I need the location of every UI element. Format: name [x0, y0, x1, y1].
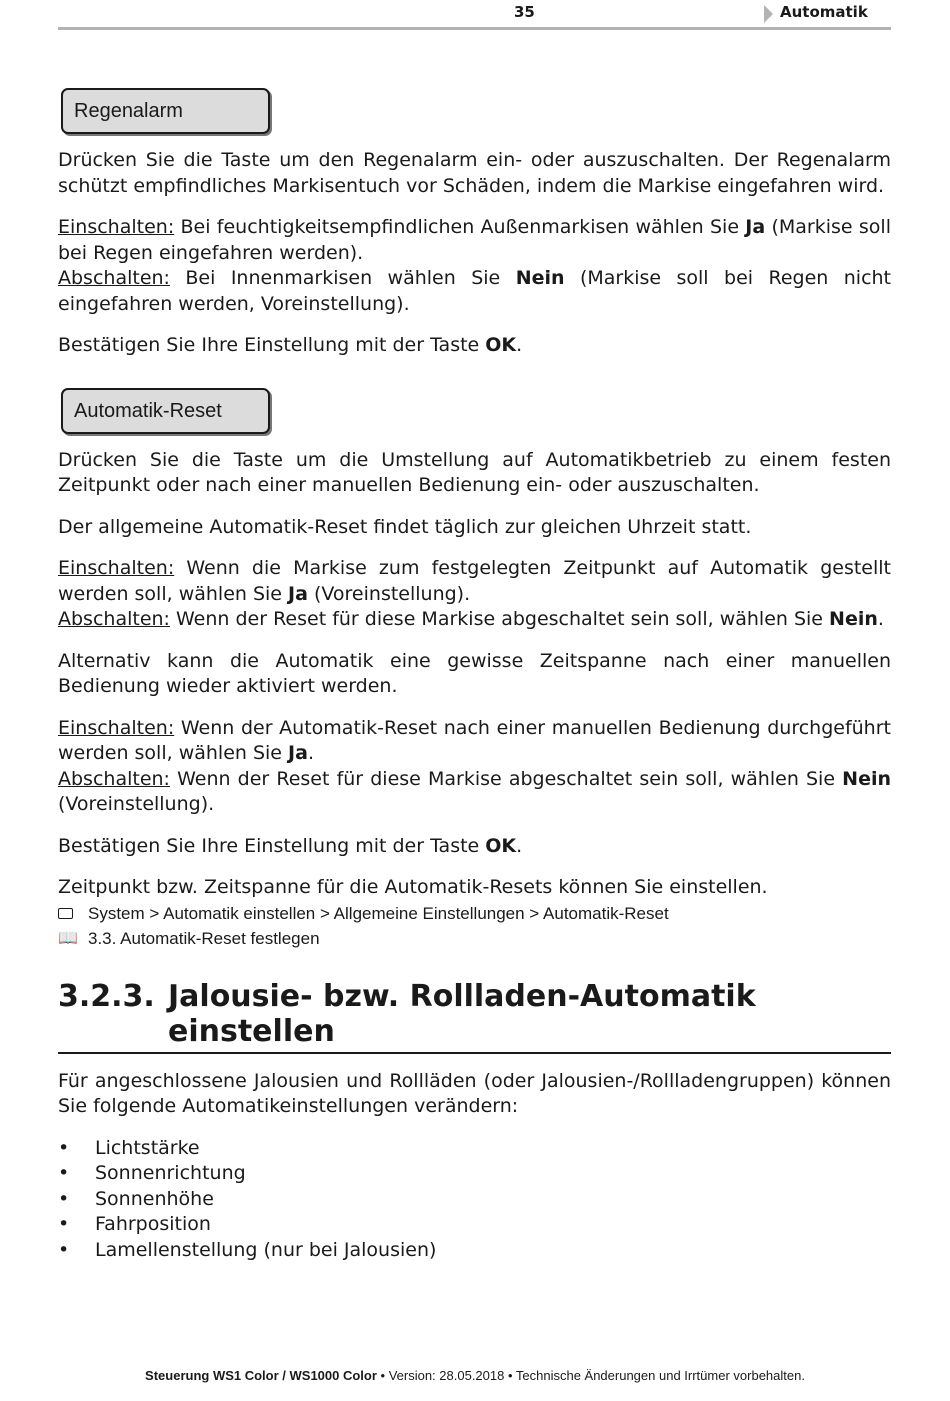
page-footer [0, 1368, 950, 1383]
off-text: Bei Innenmarkisen wählen Sie [169, 267, 516, 289]
off-text-end: (Markise soll bei Regen nicht eingefahren werden, Voreinstellung). [58, 267, 892, 315]
book-reference-line [58, 926, 891, 951]
reset-on1-paragraph [58, 556, 891, 607]
settings-list [58, 1136, 891, 1264]
reset-confirm [58, 834, 891, 860]
chapter-name: Automatik [780, 3, 868, 21]
confirm-text: Bestätigen Sie Ihre Einstellung mit der Taste [58, 334, 486, 356]
footer-version: • Version: 28.05.2018 • Technische Änderungen und Irrtümer vorbehalten. [376, 1368, 805, 1383]
book-icon: 📖 [58, 929, 78, 947]
list-item-text: Sonnenhöhe [95, 1187, 214, 1210]
regenalarm-button-label: Regenalarm [61, 88, 270, 134]
off-label: Abschalten: [58, 608, 170, 630]
list-item [58, 1161, 891, 1187]
ok-key: OK [485, 834, 517, 857]
regenalarm-confirm [58, 333, 891, 359]
list-item [58, 1187, 891, 1213]
section-heading [58, 979, 891, 1054]
off-value: Nein [515, 267, 565, 289]
automatik-reset-button-label: Automatik-Reset [61, 388, 270, 434]
list-item-text: Fahrposition [95, 1213, 211, 1235]
bullet: • [58, 1136, 70, 1159]
off-text: Wenn der Reset für diese Markise abgeschaltet sein soll, wählen Sie [169, 767, 843, 790]
list-item-text: Sonnenrichtung [95, 1162, 246, 1184]
regenalarm-off-paragraph [58, 266, 891, 317]
section-number: 3.2.3. [58, 978, 155, 1014]
bullet: • [58, 1187, 70, 1210]
section-intro: Für angeschlossene Jalousien und Rollläden (oder Jalousien-/Rollladengruppen) können Sie folgende Automatikeinstellungen verändern: [58, 1069, 891, 1117]
list-item-text: Lamellenstellung (nur bei Jalousien) [95, 1238, 437, 1261]
reset-alternative: Alternativ kann die Automatik eine gewisse Zeitspanne nach einer manuellen Bedienung wieder aktiviert werden. [58, 649, 891, 697]
page-header [58, 0, 891, 30]
list-item-text: Lichtstärke [95, 1136, 200, 1159]
on-label: Einschalten: [58, 716, 175, 739]
list-item [58, 1212, 891, 1238]
on-text: Wenn die Markise zum festgelegten Zeitpunkt auf Automatik gestellt werden soll, wählen Sie [58, 557, 891, 605]
off-label: Abschalten: [58, 767, 170, 790]
on-label: Einschalten: [58, 216, 175, 238]
bullet: • [58, 1213, 70, 1235]
on-value: Ja [288, 742, 308, 764]
on-text: Wenn der Automatik-Reset nach einer manuellen Bedienung durchgeführt werden soll, wählen Sie [58, 716, 891, 764]
book-reference: 3.3. Automatik-Reset festlegen [88, 928, 320, 948]
bullet: • [58, 1162, 70, 1184]
off-text-end: . [877, 608, 884, 630]
confirm-end: . [516, 334, 523, 356]
reset-timing: Zeitpunkt bzw. Zeitspanne für die Automatik-Resets können Sie einstellen. [58, 876, 768, 898]
off-text-end: (Voreinstellung). [58, 793, 215, 815]
off-label: Abschalten: [58, 267, 170, 289]
menu-path: System > Automatik einstellen > Allgemeine Einstellungen > Automatik-Reset [88, 903, 669, 923]
on-text-end: (Voreinstellung). [307, 582, 471, 605]
chapter-marker-icon [764, 5, 773, 23]
reset-off1-paragraph [58, 607, 891, 633]
on-text: Bei feuchtigkeitsempfindlichen Außenmarkisen wählen Sie [174, 216, 746, 238]
on-label: Einschalten: [58, 557, 175, 579]
ok-key: OK [485, 334, 517, 356]
page-content [58, 88, 891, 1263]
confirm-text: Bestätigen Sie Ihre Einstellung mit der Taste [58, 834, 486, 857]
off-text: Wenn der Reset für diese Markise abgeschaltet sein soll, wählen Sie [169, 608, 830, 630]
reset-general: Der allgemeine Automatik-Reset findet täglich zur gleichen Uhrzeit statt. [58, 515, 752, 538]
on-text-end: . [307, 742, 314, 764]
regenalarm-on-paragraph [58, 215, 891, 266]
section-title: Jalousie- bzw. Rollladen-Automatik einstellen [168, 978, 756, 1049]
footer-product: Steuerung WS1 Color / WS1000 Color [145, 1368, 377, 1383]
screen-icon [58, 901, 88, 926]
off-value: Nein [842, 767, 891, 790]
list-item [58, 1238, 891, 1264]
reset-on2-paragraph [58, 716, 891, 767]
reset-off2-paragraph [58, 767, 891, 818]
regenalarm-intro: Drücken Sie die Taste um den Regenalarm ein- oder auszuschalten. Der Regenalarm schützt empfindliches Markisentuch vor Schäden, indem die Markise eingefahren wird. [58, 149, 891, 197]
reset-intro: Drücken Sie die Taste um die Umstellung auf Automatikbetrieb zu einem festen Zeitpunkt oder nach einer manuellen Bedienung ein- oder auszuschalten. [58, 448, 891, 496]
on-value: Ja [745, 216, 766, 238]
list-item [58, 1136, 891, 1162]
page-number: 35 [514, 3, 535, 21]
off-value: Nein [829, 608, 878, 630]
confirm-end: . [516, 834, 523, 857]
menu-path-line [58, 901, 891, 926]
on-value: Ja [288, 582, 308, 605]
on-text-end: (Markise soll bei Regen eingefahren werden). [58, 216, 891, 264]
bullet: • [58, 1238, 70, 1261]
